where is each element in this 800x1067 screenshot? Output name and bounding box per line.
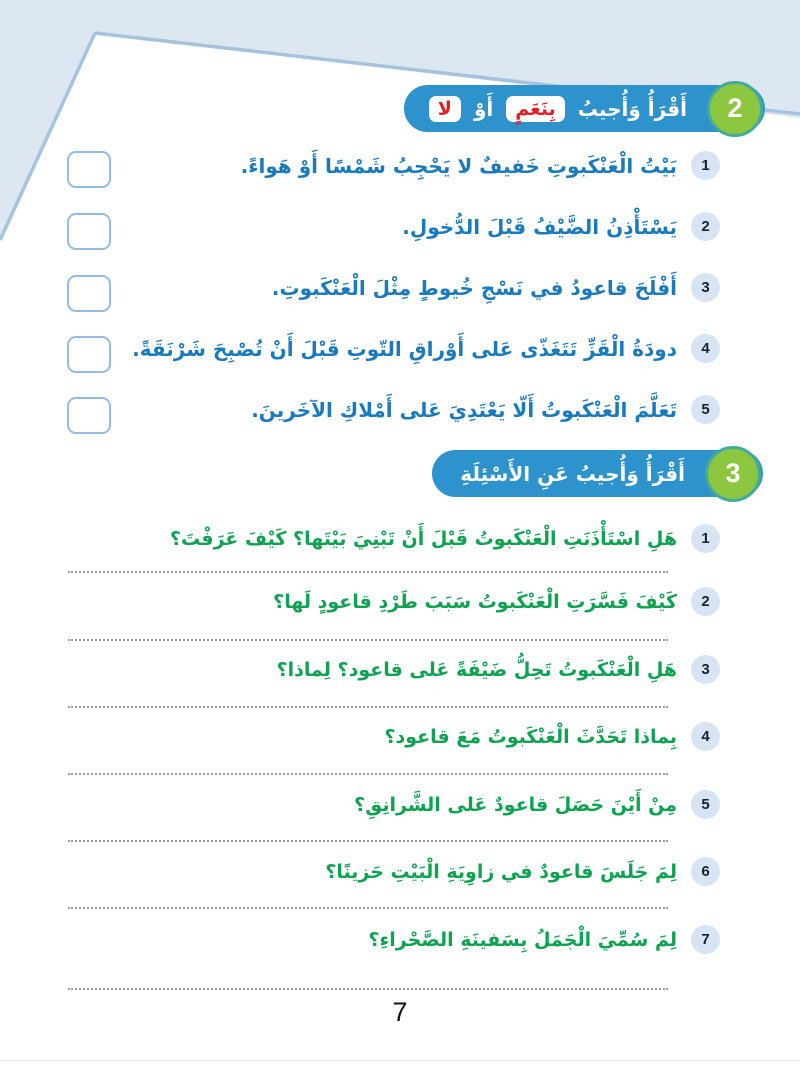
statement-row (241, 151, 720, 180)
section-3-number-badge: 3 (705, 446, 761, 502)
question-text: كَيْفَ فَسَّرَتِ الْعَنْكَبوتُ سَبَبَ طَرْدِ قاعودٍ لَها؟ (273, 590, 677, 613)
yes-no-checkbox-4[interactable] (67, 336, 111, 373)
statement-text: بَيْتُ الْعَنْكَبوتِ خَفيفٌ لا يَحْجِبُ شَمْسًا أَوْ هَواءً. (240, 153, 677, 178)
answer-line-4[interactable] (68, 773, 668, 775)
question-number: 1 (691, 524, 720, 553)
answer-line-5[interactable] (68, 840, 668, 842)
page-bottom-edge (0, 1060, 800, 1061)
statement-row (251, 395, 720, 424)
question-row (354, 790, 720, 819)
question-row (277, 655, 720, 684)
section-2-number-badge: 2 (707, 81, 763, 137)
question-row (170, 524, 720, 553)
answer-line-2[interactable] (68, 639, 668, 641)
question-number: 4 (691, 722, 720, 751)
statement-number: 4 (691, 334, 720, 363)
yes-no-checkbox-1[interactable] (67, 151, 111, 188)
answer-line-3[interactable] (68, 706, 668, 708)
question-text: لِمَ سُمِّيَ الْجَمَلُ بِسَفينَةِ الصَّحْراءِ؟ (368, 928, 677, 951)
yes-no-checkbox-2[interactable] (67, 213, 111, 250)
statement-number: 3 (691, 273, 720, 302)
question-row (273, 587, 720, 616)
statement-number: 2 (691, 212, 720, 241)
statement-text: أَفْلَحَ قاعودُ في نَسْجِ خُيوطٍ مِثْلَ الْعَنْكَبوتِ. (271, 275, 677, 300)
statement-text: تَعَلَّمَ الْعَنْكَبوتُ أَلّا يَعْتَدِيَ عَلى أَمْلاكِ الآخَرينَ. (251, 397, 677, 422)
question-text: هَلِ الْعَنْكَبوتُ تَحِلُّ ضَيْفَةً عَلى قاعود؟ لِماذا؟ (276, 658, 677, 681)
statement-row (272, 273, 720, 302)
section-3-title: أَقْرَأُ وَأُجيبُ عَنِ الأَسْئِلَةِ (460, 461, 685, 486)
statement-text: يَسْتَأْذِنُ الضَّيْفُ قَبْلَ الدُّخولِ. (402, 214, 677, 239)
answer-line-6[interactable] (68, 907, 668, 909)
question-number: 2 (691, 587, 720, 616)
yes-no-checkbox-3[interactable] (67, 275, 111, 312)
question-number: 7 (691, 925, 720, 954)
question-text: مِنْ أَيْنَ حَصَلَ قاعودٌ عَلى الشَّرانِقِ؟ (354, 793, 677, 816)
question-number: 6 (691, 857, 720, 886)
answer-line-7[interactable] (68, 988, 668, 990)
no-word-box: لا (429, 96, 461, 122)
question-text: لِمَ جَلَسَ قاعودٌ في زاوِيَةِ الْبَيْتِ حَزينًا؟ (325, 860, 677, 883)
question-number: 5 (691, 790, 720, 819)
section-2-header (404, 85, 765, 132)
question-row (369, 925, 720, 954)
section-2-title: أَقْرَأُ وَأُجيبُ (577, 96, 687, 121)
question-row (384, 722, 720, 751)
question-row (325, 857, 720, 886)
statement-row (402, 212, 720, 241)
question-number: 3 (691, 655, 720, 684)
yes-no-checkbox-5[interactable] (67, 397, 111, 434)
question-text: هَلِ اسْتَأْذَنَتِ الْعَنْكَبوتُ قَبْلَ أَنْ تَبْنِيَ بَيْتَها؟ كَيْفَ عَرَفْتَ؟ (170, 527, 677, 550)
page-number: 7 (392, 997, 408, 1027)
statement-number: 5 (691, 395, 720, 424)
statement-row (132, 334, 720, 363)
answer-line-1[interactable] (68, 571, 668, 573)
or-word: أَوْ (473, 96, 494, 121)
yes-word-box: بِنَعَمٍ (506, 96, 565, 122)
statement-text: دودَةُ الْقَزِّ تَتَغَذّى عَلى أَوْراقِ التّوتِ قَبْلَ أَنْ تُصْبِحَ شَرْنَقَةً. (132, 336, 677, 361)
section-3-header (432, 450, 763, 497)
question-text: بِماذا تَحَدَّثَ الْعَنْكَبوتُ مَعَ قاعود؟ (384, 725, 677, 748)
statement-number: 1 (691, 151, 720, 180)
